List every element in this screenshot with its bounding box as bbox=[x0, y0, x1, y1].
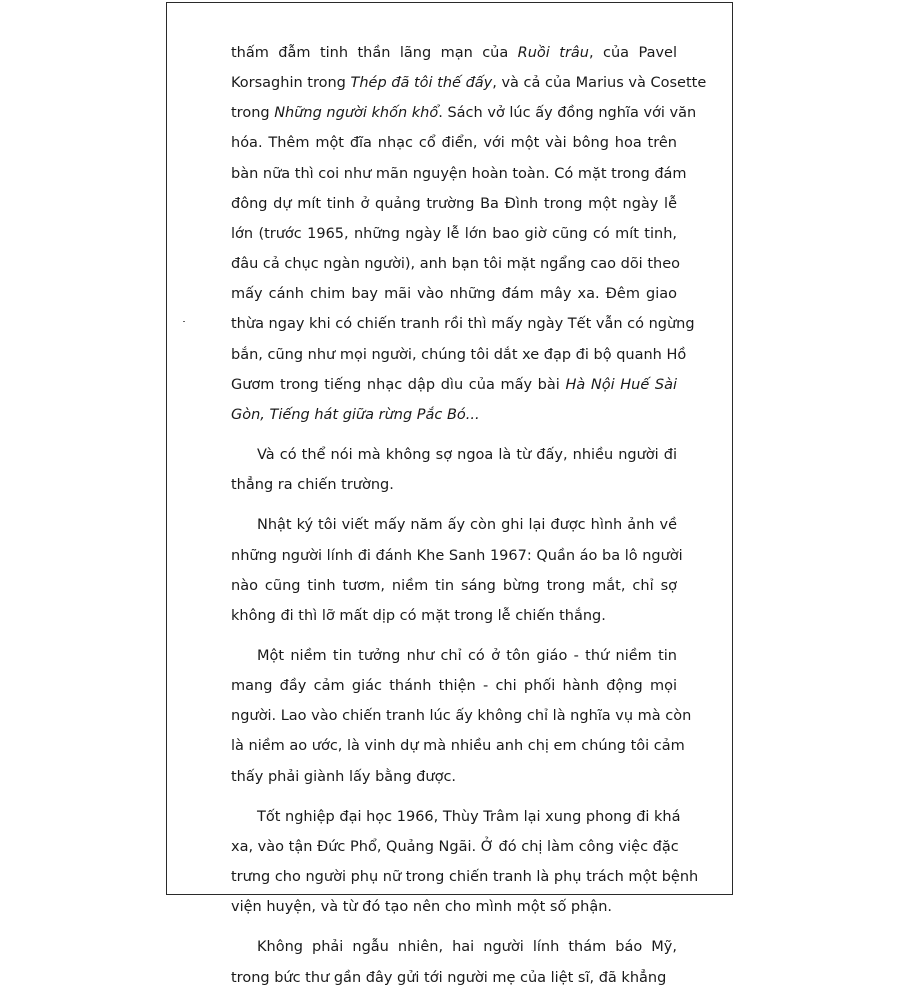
text-segment: Korsaghin trong bbox=[231, 75, 351, 92]
text-segment: viện huyện, và từ đó tạo nên cho mình một số phận. bbox=[231, 899, 613, 916]
text-segment: Gươm trong tiếng nhạc dập dìu của mấy bài bbox=[231, 376, 566, 393]
paragraph bbox=[231, 802, 699, 923]
text-segment: lớn (trước 1965, những ngày lễ lớn bao giờ cũng có mít tinh, bbox=[231, 225, 677, 242]
text-segment: Và có thể nói mà không sợ ngoa là từ đấy, nhiều người đi bbox=[257, 447, 677, 464]
paragraph bbox=[231, 510, 683, 631]
text-line bbox=[231, 541, 683, 571]
text-segment: trong bbox=[231, 105, 275, 122]
text-segment: Nhật ký tôi viết mấy năm ấy còn ghi lại được hình ảnh về bbox=[257, 517, 677, 534]
text-segment: đông dự mít tinh ở quảng trường Ba Đình trong một ngày lễ bbox=[231, 195, 677, 212]
text-line bbox=[231, 671, 677, 701]
text-line bbox=[231, 159, 687, 189]
paragraph bbox=[231, 932, 677, 992]
text-line bbox=[231, 98, 697, 128]
text-line bbox=[231, 189, 677, 219]
text-segment: là niềm ao ước, là vinh dự mà nhiều anh chị em chúng tôi cảm bbox=[231, 738, 685, 755]
text-line bbox=[231, 68, 707, 98]
text-line bbox=[231, 470, 677, 500]
text-line bbox=[231, 400, 677, 430]
text-segment: thấy phải giành lấy bằng được. bbox=[231, 768, 457, 785]
text-line bbox=[231, 219, 677, 249]
paragraph bbox=[231, 641, 692, 792]
text-segment: trưng cho người phụ nữ trong chiến tranh là phụ trách một bệnh bbox=[231, 869, 699, 886]
text-segment: đâu cả chục ngàn người), anh bạn tôi mặt ngẩng cao dõi theo bbox=[231, 256, 680, 273]
italic-title: Gòn, Tiếng hát giữa rừng Pắc Bó... bbox=[231, 406, 480, 423]
text-segment: thấm đẫm tinh thần lãng mạn của bbox=[231, 45, 518, 61]
text-line bbox=[231, 279, 677, 309]
text-line bbox=[231, 762, 677, 792]
italic-title: Hà Nội Huế Sài bbox=[565, 376, 677, 393]
text-line bbox=[231, 38, 677, 68]
text-line bbox=[231, 249, 680, 279]
text-line bbox=[231, 370, 677, 400]
print-speck bbox=[183, 321, 185, 322]
paragraph bbox=[231, 440, 677, 500]
text-line bbox=[231, 802, 681, 832]
text-line bbox=[231, 340, 687, 370]
text-line bbox=[231, 309, 695, 339]
text-segment: , của Pavel bbox=[588, 45, 677, 61]
text-segment: thẳng ra chiến trường. bbox=[231, 477, 394, 494]
text-line bbox=[231, 641, 677, 671]
text-segment: Tốt nghiệp đại học 1966, Thùy Trâm lại xung phong đi khá bbox=[257, 808, 681, 825]
text-line bbox=[231, 963, 677, 993]
text-line bbox=[231, 601, 677, 631]
text-segment: , và cả của Marius và Cosette bbox=[492, 75, 707, 92]
text-segment: Một niềm tin tưởng như chỉ có ở tôn giáo - thứ niềm tin bbox=[257, 647, 677, 664]
text-segment: người. Lao vào chiến tranh lúc ấy không chỉ là nghĩa vụ mà còn bbox=[231, 708, 692, 725]
text-line bbox=[231, 701, 692, 731]
text-segment: bàn nữa thì coi như mãn nguyện hoàn toàn. Có mặt trong đám bbox=[231, 165, 687, 182]
text-segment: Không phải ngẫu nhiên, hai người lính thám báo Mỹ, bbox=[257, 939, 677, 956]
text-segment: . Sách vở lúc ấy đồng nghĩa với văn bbox=[438, 105, 697, 122]
text-segment: những người lính đi đánh Khe Sanh 1967: Quần áo ba lô người bbox=[231, 547, 683, 564]
book-text bbox=[231, 38, 707, 1003]
text-line bbox=[231, 731, 685, 761]
text-segment: không đi thì lỡ mất dịp có mặt trong lễ chiến thắng. bbox=[231, 607, 606, 624]
text-line bbox=[231, 510, 677, 540]
text-segment: trong bức thư gần đây gửi tới người mẹ của liệt sĩ, đã khẳng bbox=[231, 969, 667, 986]
italic-title: Những người khốn khổ bbox=[274, 105, 439, 122]
text-line bbox=[231, 932, 677, 962]
text-segment: hóa. Thêm một đĩa nhạc cổ điển, với một vài bông hoa trên bbox=[231, 135, 677, 152]
text-segment: mang đầy cảm giác thánh thiện - chi phối hành động mọi bbox=[231, 678, 677, 695]
text-line bbox=[231, 128, 677, 158]
text-line bbox=[231, 571, 677, 601]
text-line bbox=[231, 832, 677, 862]
text-line bbox=[231, 440, 677, 470]
text-segment: thừa ngay khi có chiến tranh rồi thì mấy ngày Tết vẫn có ngừng bbox=[231, 316, 695, 333]
text-segment: bắn, cũng như mọi người, chúng tôi dắt xe đạp đi bộ quanh Hồ bbox=[231, 346, 687, 363]
italic-title: Thép đã tôi thế đấy bbox=[350, 75, 493, 92]
text-segment: xa, vào tận Đức Phổ, Quảng Ngãi. Ở đó chị làm công việc đặc bbox=[231, 838, 679, 855]
text-line bbox=[231, 862, 699, 892]
paragraph bbox=[231, 38, 707, 430]
italic-title: Ruồi trâu bbox=[517, 45, 589, 61]
text-segment: nào cũng tinh tươm, niềm tin sáng bừng trong mắt, chỉ sợ bbox=[231, 577, 677, 594]
text-segment: mấy cánh chim bay mãi vào những đám mây xa. Đêm giao bbox=[231, 286, 677, 303]
text-line bbox=[231, 892, 677, 922]
